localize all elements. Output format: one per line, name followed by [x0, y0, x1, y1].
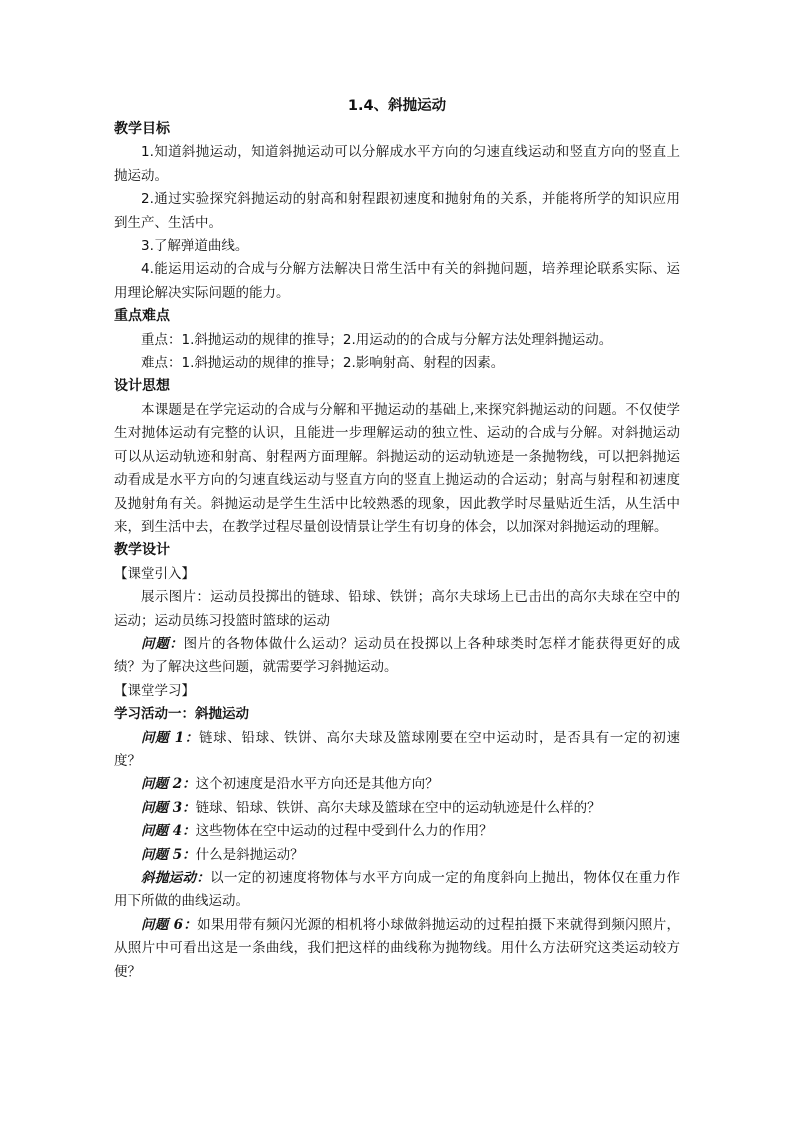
- objective-item-1: 1.知道斜抛运动，知道斜抛运动可以分解成水平方向的匀速直线运动和竖直方向的竖直上抛运动。: [114, 144, 680, 184]
- question-text: 如果用带有频闪光源的相机将小球做斜抛运动的过程拍摄下来就得到频闪照片，从照片中可看出这是一条曲线，我们把这样的曲线称为抛物线。用什么方法研究这类运动较方便？: [114, 916, 681, 980]
- activity-title: 学习活动一：斜抛运动: [114, 706, 249, 723]
- objective-item-2: 2.通过实验探究斜抛运动的射高和射程跟初速度和抛射角的关系，并能将所学的知识应用到生产、生活中。: [114, 191, 680, 231]
- question-4: [114, 820, 680, 843]
- key-point-difficult: 难点：1.斜抛运动的规律的推导；2.影响射高、射程的因素。: [141, 355, 505, 372]
- intro-question: [114, 633, 680, 680]
- key-points-heading: 重点难点: [114, 308, 170, 325]
- study-label: 【课堂学习】: [114, 682, 195, 699]
- definition-label: 斜抛运动：: [141, 870, 211, 886]
- question-text: 这些物体在空中运动的过程中受到什么力的作用？: [195, 823, 493, 840]
- question-label: 问题 6：: [141, 916, 198, 933]
- question-label: 问题 5：: [141, 846, 196, 863]
- intro-question-label: 问题：: [141, 635, 184, 652]
- question-label: 问题 1：: [141, 729, 199, 746]
- question-label: 问题 2：: [141, 776, 196, 793]
- question-text: 什么是斜抛运动？: [195, 846, 304, 863]
- question-6: [114, 914, 680, 984]
- objective-item-3: 3.了解弹道曲线。: [141, 238, 249, 255]
- teaching-design-heading: 教学设计: [114, 542, 170, 559]
- design-idea-heading: 设计思想: [114, 378, 170, 395]
- design-idea-text: 本课题是在学完运动的合成与分解和平抛运动的基础上,来探究斜抛运动的问题。不仅使学生对抛体运动有完整的认识，且能进一步理解运动的独立性、运动的合成与分解。对斜抛运动可以从运动轨迹和射高、射程两方面理解。斜抛运动的运动轨迹是一条抛物线，可以把斜抛运动看成是水平方向的匀速直线运动与竖直方向的竖直上抛运动的合运动；射高与射程和初速度及抛射角有关。斜抛运动是学生生活中比较熟悉的现象，因此教学时尽量贴近生活，从生活中来，到生活中去，在教学过程尽量创设情景让学生有切身的体会，以加深对斜抛运动的理解。: [114, 401, 680, 535]
- question-label: 问题 4：: [141, 823, 196, 840]
- intro-label: 【课堂引入】: [114, 565, 195, 582]
- question-1: [114, 727, 680, 774]
- intro-text: 展示图片：运动员投掷出的链球、铅球、铁饼；高尔夫球场上已击出的高尔夫球在空中的运动；运动员练习投篮时篮球的运动: [114, 589, 680, 629]
- question-text: 这个初速度是沿水平方向还是其他方向？: [195, 776, 439, 793]
- question-text: 链球、铅球、铁饼、高尔夫球及篮球在空中的运动轨迹是什么样的？: [195, 799, 601, 816]
- objectives-heading: 教学目标: [114, 121, 170, 137]
- key-point-important: 重点：1.斜抛运动的规律的推导；2.用运动的的合成与分解方法处理斜抛运动。: [141, 331, 613, 348]
- definition-oblique-projectile: [114, 867, 680, 914]
- objective-item-4: 4.能运用运动的合成与分解方法解决日常生活中有关的斜抛问题，培养理论联系实际、运用理论解决实际问题的能力。: [114, 261, 680, 301]
- document-page: [114, 94, 680, 984]
- question-text: 链球、铅球、铁饼、高尔夫球及篮球刚要在空中运动时，是否具有一定的初速度？: [114, 729, 680, 769]
- question-2: [114, 773, 680, 796]
- question-3: [114, 797, 680, 820]
- question-label: 问题 3：: [141, 799, 196, 816]
- intro-question-text: 图片的各物体做什么运动？运动员在投掷以上各种球类时怎样才能获得更好的成绩？为了解决这些问题，就需要学习斜抛运动。: [114, 635, 681, 676]
- definition-text: 以一定的初速度将物体与水平方向成一定的角度斜向上抛出，物体仅在重力作用下所做的曲线运动。: [114, 870, 681, 910]
- question-5: [114, 844, 680, 867]
- page-title: 1.4、斜抛运动: [347, 98, 447, 114]
